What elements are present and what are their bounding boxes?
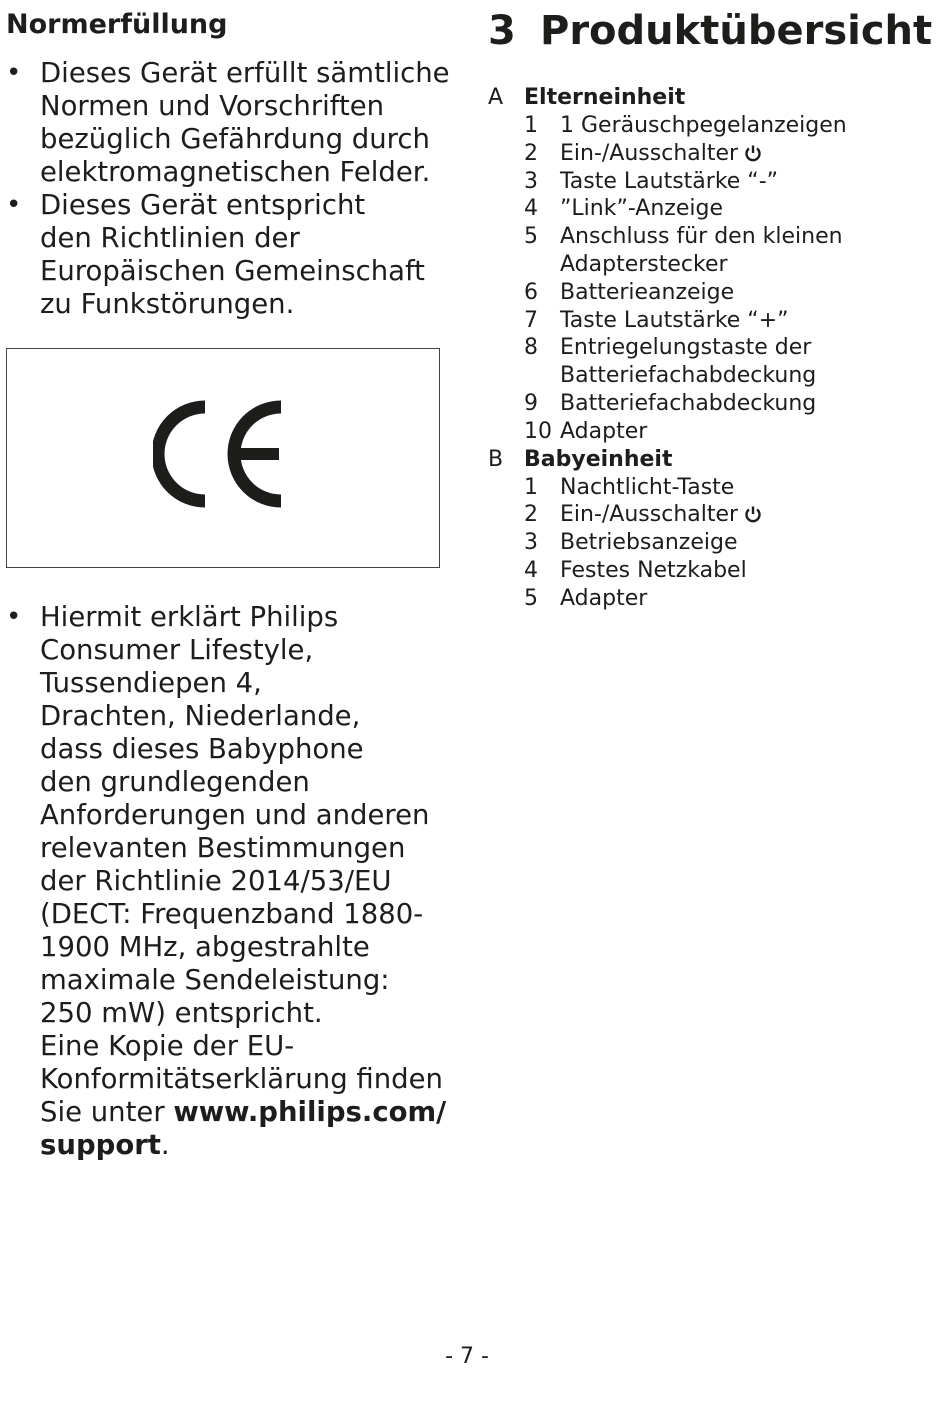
section-number: 3 bbox=[488, 8, 516, 54]
support-link[interactable]: www.philips.com/ bbox=[173, 1096, 447, 1128]
list-item: 5 Adapter bbox=[524, 585, 648, 611]
list-item: 2 Ein-/Ausschalter bbox=[524, 501, 928, 529]
list-item: 7 Taste Lautstärke “+” bbox=[524, 307, 789, 333]
list-item: 10 Adapter bbox=[524, 418, 648, 444]
power-icon bbox=[744, 505, 762, 523]
support-link-continuation[interactable]: support bbox=[40, 1129, 161, 1161]
list-item: 9 Batteriefachabdeckung bbox=[524, 390, 817, 416]
list-item: 8 Entriegelungstaste der bbox=[524, 335, 812, 361]
ce-mark-icon bbox=[153, 399, 293, 509]
group-b-heading: B Babyeinheit bbox=[488, 446, 673, 472]
list-item: 3 Taste Lautstärke “-” bbox=[524, 168, 779, 194]
list-item-continuation: Adapterstecker bbox=[560, 251, 728, 277]
bullet-declaration bbox=[6, 601, 446, 1162]
bullet-text: Dieses Gerät entspricht den Richtlinien der Europäischen Gemeinschaft zu Funkstörungen. bbox=[40, 189, 425, 320]
list-item: 1 Nachtlicht-Taste bbox=[524, 474, 735, 500]
bullet-emf bbox=[6, 57, 450, 189]
bullet-dot: • bbox=[6, 58, 22, 88]
page-number: - 7 - bbox=[445, 1344, 489, 1369]
power-icon bbox=[744, 144, 762, 162]
group-b-list bbox=[524, 474, 928, 613]
section-title: 3 Produktübersicht bbox=[488, 8, 933, 54]
bullet-dot: • bbox=[6, 190, 22, 220]
bullet-dot: • bbox=[6, 602, 22, 632]
group-a-list bbox=[524, 112, 928, 446]
list-item: 2 Ein-/Ausschalter bbox=[524, 140, 928, 168]
list-item: 5 Anschluss für den kleinen bbox=[524, 224, 843, 250]
heading-normerfuellung: Normerfüllung bbox=[6, 9, 228, 40]
bullet-text: Hiermit erklärt Philips Consumer Lifestyle, Tussendiepen 4, Drachten, Niederlande, dass dieses Babyphone den grundlegenden Anforderungen und anderen relevanten Bestimmungen der Richtlinie 2014/53/EU (DECT: Frequenzband 1880- 1900 MHz, abgestrahlte maximale Sendeleistung: 250 mW) entspricht. Eine Kopie der EU- Konformitätserklärung finden Sie unter www.philips.com/ support. bbox=[40, 601, 447, 1161]
right-column bbox=[488, 8, 933, 613]
left-column bbox=[6, 8, 450, 1161]
list-item: 6 Batterieanzeige bbox=[524, 279, 735, 305]
list-item: 1 1 Geräuschpegelanzeigen bbox=[524, 113, 847, 138]
list-item: 4 ”Link”-Anzeige bbox=[524, 196, 723, 222]
list-item-continuation: Batteriefachabdeckung bbox=[560, 363, 817, 389]
list-item: 3 Betriebsanzeige bbox=[524, 530, 738, 556]
bullet-radio-interference bbox=[6, 189, 425, 321]
list-item: 4 Festes Netzkabel bbox=[524, 557, 747, 583]
bullet-text: Dieses Gerät erfüllt sämtliche Normen und Vorschriften bezüglich Gefährdung durch elektromagnetischen Felder. bbox=[40, 57, 450, 188]
group-a-heading: A Elterneinheit bbox=[488, 85, 686, 110]
ce-mark-box bbox=[6, 348, 440, 568]
